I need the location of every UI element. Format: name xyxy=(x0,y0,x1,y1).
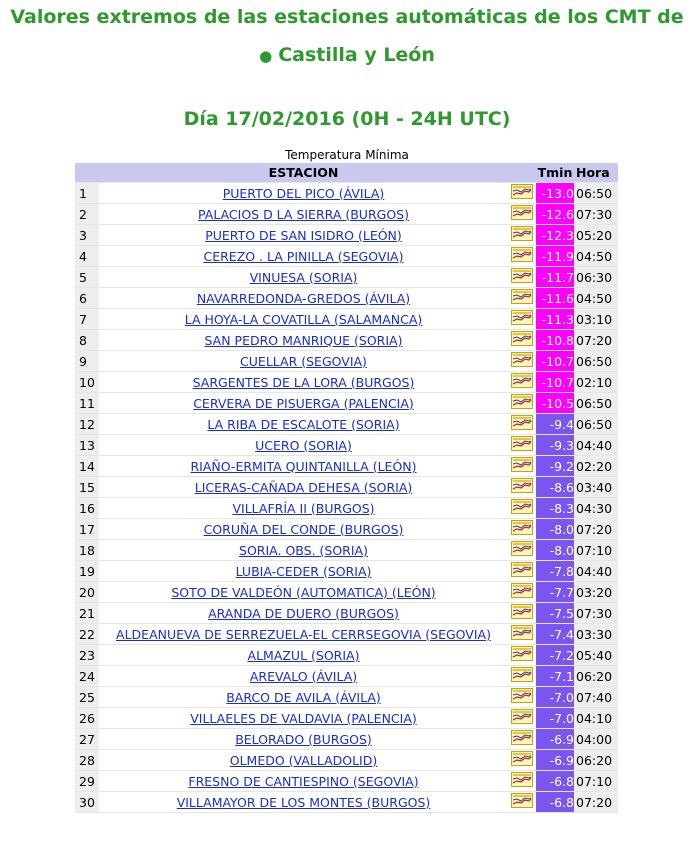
station-cell xyxy=(99,498,508,519)
row-number: 4 xyxy=(75,246,99,267)
graph-cell xyxy=(508,393,536,414)
station-cell xyxy=(99,288,508,309)
tmin-value: -13.0 xyxy=(536,183,574,204)
graph-cell xyxy=(508,561,536,582)
row-number: 17 xyxy=(75,519,99,540)
station-cell xyxy=(99,729,508,750)
table-row xyxy=(75,309,618,330)
table-row xyxy=(75,750,618,771)
hora-value: 07:20 xyxy=(574,330,618,351)
station-link[interactable]: ARANDA DE DUERO (BURGOS) xyxy=(208,605,399,621)
hora-value: 07:10 xyxy=(574,540,618,561)
hora-value: 03:20 xyxy=(574,582,618,603)
station-cell xyxy=(99,267,508,288)
row-number: 10 xyxy=(75,372,99,393)
tmin-value: -7.7 xyxy=(536,582,574,603)
row-number: 27 xyxy=(75,729,99,750)
station-link[interactable]: SORIA. OBS. (SORIA) xyxy=(239,542,368,558)
station-cell xyxy=(99,750,508,771)
table-row xyxy=(75,540,618,561)
graph-icon[interactable] xyxy=(511,247,533,265)
table-row xyxy=(75,435,618,456)
bullet-icon: ● xyxy=(259,47,273,65)
graph-icon[interactable] xyxy=(511,268,533,286)
graph-icon[interactable] xyxy=(511,730,533,748)
hora-value: 07:40 xyxy=(574,687,618,708)
min-temperature-table xyxy=(75,163,618,813)
table-row xyxy=(75,792,618,813)
station-link[interactable]: PALACIOS D LA SIERRA (BURGOS) xyxy=(198,206,409,222)
header-station: ESTACION xyxy=(99,163,508,183)
row-number: 7 xyxy=(75,309,99,330)
station-link[interactable]: CUELLAR (SEGOVIA) xyxy=(240,353,367,369)
station-link[interactable]: ALDEANUEVA DE SERREZUELA-EL CERRSEGOVIA (SEGOVIA) xyxy=(116,626,491,642)
station-cell xyxy=(99,624,508,645)
hora-value: 07:10 xyxy=(574,771,618,792)
station-cell xyxy=(99,582,508,603)
graph-cell xyxy=(508,309,536,330)
table-row xyxy=(75,372,618,393)
graph-cell xyxy=(508,225,536,246)
table-row xyxy=(75,393,618,414)
graph-icon[interactable] xyxy=(511,604,533,622)
tmin-value: -9.4 xyxy=(536,414,574,435)
station-cell xyxy=(99,372,508,393)
table-row xyxy=(75,624,618,645)
graph-cell xyxy=(508,750,536,771)
tmin-value: -8.6 xyxy=(536,477,574,498)
station-cell xyxy=(99,330,508,351)
station-link[interactable]: FRESNO DE CANTIESPINO (SEGOVIA) xyxy=(188,773,419,789)
station-link[interactable]: CERVERA DE PISUERGA (PALENCIA) xyxy=(193,395,414,411)
station-cell xyxy=(99,309,508,330)
tmin-value: -6.9 xyxy=(536,729,574,750)
station-link[interactable]: PUERTO DEL PICO (ÁVILA) xyxy=(222,185,385,201)
hora-value: 06:20 xyxy=(574,666,618,687)
table-row xyxy=(75,414,618,435)
station-link[interactable]: CORUÑA DEL CONDE (BURGOS) xyxy=(203,521,404,537)
station-link[interactable]: VILLAFRÍA II (BURGOS) xyxy=(232,500,375,516)
tmin-value: -7.1 xyxy=(536,666,574,687)
table-row xyxy=(75,708,618,729)
row-number: 24 xyxy=(75,666,99,687)
station-cell xyxy=(99,183,508,204)
graph-icon[interactable] xyxy=(511,478,533,496)
header-graph xyxy=(508,163,536,183)
table-row xyxy=(75,183,618,204)
table-row xyxy=(75,246,618,267)
tmin-value: -11.3 xyxy=(536,309,574,330)
station-link[interactable]: VILLAMAYOR DE LOS MONTES (BURGOS) xyxy=(176,794,431,810)
tmin-value: -7.4 xyxy=(536,624,574,645)
graph-icon[interactable] xyxy=(511,793,533,811)
graph-icon[interactable] xyxy=(511,646,533,664)
hora-value: 06:50 xyxy=(574,414,618,435)
graph-icon[interactable] xyxy=(511,289,533,307)
hora-value: 06:50 xyxy=(574,393,618,414)
graph-icon[interactable] xyxy=(511,205,533,223)
hora-value: 04:30 xyxy=(574,498,618,519)
hora-value: 07:30 xyxy=(574,204,618,225)
tmin-value: -11.9 xyxy=(536,246,574,267)
row-number: 14 xyxy=(75,456,99,477)
header-number xyxy=(75,163,99,183)
table-row xyxy=(75,666,618,687)
row-number: 11 xyxy=(75,393,99,414)
station-cell xyxy=(99,561,508,582)
graph-cell xyxy=(508,204,536,225)
report-date: Día 17/02/2016 (0H - 24H UTC) xyxy=(183,108,511,130)
region-name: Castilla y León xyxy=(278,44,435,66)
graph-cell xyxy=(508,246,536,267)
graph-cell xyxy=(508,645,536,666)
table-row xyxy=(75,687,618,708)
hora-value: 03:40 xyxy=(574,477,618,498)
row-number: 30 xyxy=(75,792,99,813)
hora-value: 03:10 xyxy=(574,309,618,330)
station-link[interactable]: PUERTO DE SAN ISIDRO (LEÓN) xyxy=(205,227,402,243)
station-link[interactable]: UCERO (SORIA) xyxy=(255,437,352,453)
station-cell xyxy=(99,435,508,456)
station-link[interactable]: ALMAZUL (SORIA) xyxy=(247,647,360,663)
hora-value: 07:30 xyxy=(574,603,618,624)
tmin-value: -10.8 xyxy=(536,330,574,351)
graph-icon[interactable] xyxy=(511,751,533,769)
station-cell xyxy=(99,687,508,708)
tmin-value: -12.3 xyxy=(536,225,574,246)
row-number: 12 xyxy=(75,414,99,435)
hora-value: 04:00 xyxy=(574,729,618,750)
hora-value: 03:30 xyxy=(574,624,618,645)
graph-cell xyxy=(508,792,536,813)
graph-icon[interactable] xyxy=(511,310,533,328)
table-header-row xyxy=(75,163,618,183)
graph-icon[interactable] xyxy=(511,499,533,517)
hora-value: 05:20 xyxy=(574,225,618,246)
tmin-value: -9.3 xyxy=(536,435,574,456)
tmin-value: -10.5 xyxy=(536,393,574,414)
graph-cell xyxy=(508,414,536,435)
station-cell xyxy=(99,246,508,267)
graph-cell xyxy=(508,666,536,687)
table-row xyxy=(75,351,618,372)
graph-cell xyxy=(508,771,536,792)
table-row xyxy=(75,519,618,540)
station-cell xyxy=(99,792,508,813)
table-row xyxy=(75,498,618,519)
hora-value: 04:10 xyxy=(574,708,618,729)
graph-cell xyxy=(508,582,536,603)
graph-cell xyxy=(508,729,536,750)
row-number: 26 xyxy=(75,708,99,729)
table-row xyxy=(75,330,618,351)
row-number: 18 xyxy=(75,540,99,561)
hora-value: 06:50 xyxy=(574,351,618,372)
table-row xyxy=(75,729,618,750)
station-cell xyxy=(99,225,508,246)
table-row xyxy=(75,582,618,603)
graph-icon[interactable] xyxy=(511,352,533,370)
station-link[interactable]: OLMEDO (VALLADOLID) xyxy=(229,752,378,768)
header-hora: Hora xyxy=(574,163,618,183)
row-number: 19 xyxy=(75,561,99,582)
hora-value: 07:20 xyxy=(574,519,618,540)
row-number: 22 xyxy=(75,624,99,645)
hora-value: 04:40 xyxy=(574,561,618,582)
graph-icon[interactable] xyxy=(511,772,533,790)
graph-cell xyxy=(508,498,536,519)
hora-value: 06:20 xyxy=(574,750,618,771)
station-link[interactable]: SOTO DE VALDEÓN (AUTOMATICA) (LEÓN) xyxy=(171,584,436,600)
graph-cell xyxy=(508,435,536,456)
station-link[interactable]: LICERAS-CAÑADA DEHESA (SORIA) xyxy=(194,479,413,495)
graph-icon[interactable] xyxy=(511,562,533,580)
table-row xyxy=(75,603,618,624)
graph-icon[interactable] xyxy=(511,667,533,685)
graph-icon[interactable] xyxy=(511,226,533,244)
station-cell xyxy=(99,351,508,372)
tmin-value: -7.5 xyxy=(536,603,574,624)
graph-cell xyxy=(508,267,536,288)
hora-value: 06:30 xyxy=(574,267,618,288)
row-number: 15 xyxy=(75,477,99,498)
row-number: 1 xyxy=(75,183,99,204)
row-number: 25 xyxy=(75,687,99,708)
station-link[interactable]: LA RIBA DE ESCALOTE (SORIA) xyxy=(207,416,400,432)
graph-cell xyxy=(508,687,536,708)
station-link[interactable]: BARCO DE AVILA (ÁVILA) xyxy=(226,689,381,705)
graph-icon[interactable] xyxy=(511,688,533,706)
graph-cell xyxy=(508,519,536,540)
graph-cell xyxy=(508,330,536,351)
tmin-value: -6.9 xyxy=(536,750,574,771)
station-link[interactable]: CEREZO . LA PINILLA (SEGOVIA) xyxy=(203,248,404,264)
row-number: 2 xyxy=(75,204,99,225)
station-link[interactable]: AREVALO (ÁVILA) xyxy=(249,668,358,684)
tmin-value: -10.7 xyxy=(536,372,574,393)
row-number: 20 xyxy=(75,582,99,603)
graph-cell xyxy=(508,603,536,624)
tmin-value: -8.0 xyxy=(536,519,574,540)
hora-value: 04:40 xyxy=(574,435,618,456)
row-number: 29 xyxy=(75,771,99,792)
station-link[interactable]: BELORADO (BURGOS) xyxy=(235,731,372,747)
station-cell xyxy=(99,456,508,477)
station-cell xyxy=(99,204,508,225)
tmin-value: -7.2 xyxy=(536,645,574,666)
row-number: 5 xyxy=(75,267,99,288)
row-number: 16 xyxy=(75,498,99,519)
row-number: 3 xyxy=(75,225,99,246)
station-cell xyxy=(99,708,508,729)
graph-cell xyxy=(508,351,536,372)
station-link[interactable]: VINUESA (SORIA) xyxy=(249,269,358,285)
graph-icon[interactable] xyxy=(511,394,533,412)
tmin-value: -8.0 xyxy=(536,540,574,561)
tmin-value: -6.8 xyxy=(536,771,574,792)
station-cell xyxy=(99,540,508,561)
row-number: 8 xyxy=(75,330,99,351)
row-number: 28 xyxy=(75,750,99,771)
tmin-value: -7.0 xyxy=(536,687,574,708)
graph-icon[interactable] xyxy=(511,625,533,643)
station-link[interactable]: NAVARREDONDA-GREDOS (ÁVILA) xyxy=(196,290,411,306)
page-title-line2 xyxy=(0,44,694,66)
station-cell xyxy=(99,477,508,498)
graph-icon[interactable] xyxy=(511,709,533,727)
table-caption: Temperatura Mínima xyxy=(285,148,409,162)
row-number: 21 xyxy=(75,603,99,624)
table-row xyxy=(75,645,618,666)
graph-cell xyxy=(508,288,536,309)
table-row xyxy=(75,204,618,225)
table-row xyxy=(75,288,618,309)
hora-value: 02:10 xyxy=(574,372,618,393)
graph-cell xyxy=(508,456,536,477)
graph-cell xyxy=(508,477,536,498)
tmin-value: -7.8 xyxy=(536,561,574,582)
table-row xyxy=(75,771,618,792)
station-link[interactable]: RIAÑO-ERMITA QUINTANILLA (LEÓN) xyxy=(190,458,417,474)
hora-value: 04:50 xyxy=(574,246,618,267)
graph-icon[interactable] xyxy=(511,583,533,601)
tmin-value: -9.2 xyxy=(536,456,574,477)
table-row xyxy=(75,561,618,582)
graph-cell xyxy=(508,540,536,561)
table-row xyxy=(75,456,618,477)
graph-cell xyxy=(508,183,536,204)
tmin-value: -8.3 xyxy=(536,498,574,519)
row-number: 9 xyxy=(75,351,99,372)
hora-value: 04:50 xyxy=(574,288,618,309)
tmin-value: -11.6 xyxy=(536,288,574,309)
tmin-value: -6.8 xyxy=(536,792,574,813)
station-link[interactable]: SARGENTES DE LA LORA (BURGOS) xyxy=(192,374,415,390)
station-cell xyxy=(99,771,508,792)
hora-value: 06:50 xyxy=(574,183,618,204)
row-number: 23 xyxy=(75,645,99,666)
graph-cell xyxy=(508,624,536,645)
hora-value: 05:40 xyxy=(574,645,618,666)
hora-value: 07:20 xyxy=(574,792,618,813)
graph-icon[interactable] xyxy=(511,457,533,475)
tmin-value: -12.6 xyxy=(536,204,574,225)
station-cell xyxy=(99,603,508,624)
header-tmin: Tmin xyxy=(536,163,574,183)
graph-icon[interactable] xyxy=(511,520,533,538)
station-cell xyxy=(99,519,508,540)
graph-icon[interactable] xyxy=(511,373,533,391)
table-row xyxy=(75,225,618,246)
row-number: 13 xyxy=(75,435,99,456)
tmin-value: -11.7 xyxy=(536,267,574,288)
station-link[interactable]: SAN PEDRO MANRIQUE (SORIA) xyxy=(204,332,403,348)
station-cell xyxy=(99,393,508,414)
tmin-value: -10.7 xyxy=(536,351,574,372)
graph-icon[interactable] xyxy=(511,541,533,559)
page-title-line1: Valores extremos de las estaciones automáticas de los CMT de xyxy=(10,6,684,28)
hora-value: 02:20 xyxy=(574,456,618,477)
station-link[interactable]: LUBIA-CEDER (SORIA) xyxy=(235,563,372,579)
graph-cell xyxy=(508,372,536,393)
station-link[interactable]: LA HOYA-LA COVATILLA (SALAMANCA) xyxy=(184,311,423,327)
station-cell xyxy=(99,645,508,666)
graph-icon[interactable] xyxy=(511,331,533,349)
table-row xyxy=(75,267,618,288)
station-cell xyxy=(99,414,508,435)
graph-icon[interactable] xyxy=(511,415,533,433)
station-cell xyxy=(99,666,508,687)
tmin-value: -7.0 xyxy=(536,708,574,729)
table-row xyxy=(75,477,618,498)
row-number: 6 xyxy=(75,288,99,309)
station-link[interactable]: VILLAELES DE VALDAVIA (PALENCIA) xyxy=(190,710,417,726)
graph-icon[interactable] xyxy=(511,184,533,202)
graph-cell xyxy=(508,708,536,729)
graph-icon[interactable] xyxy=(511,436,533,454)
